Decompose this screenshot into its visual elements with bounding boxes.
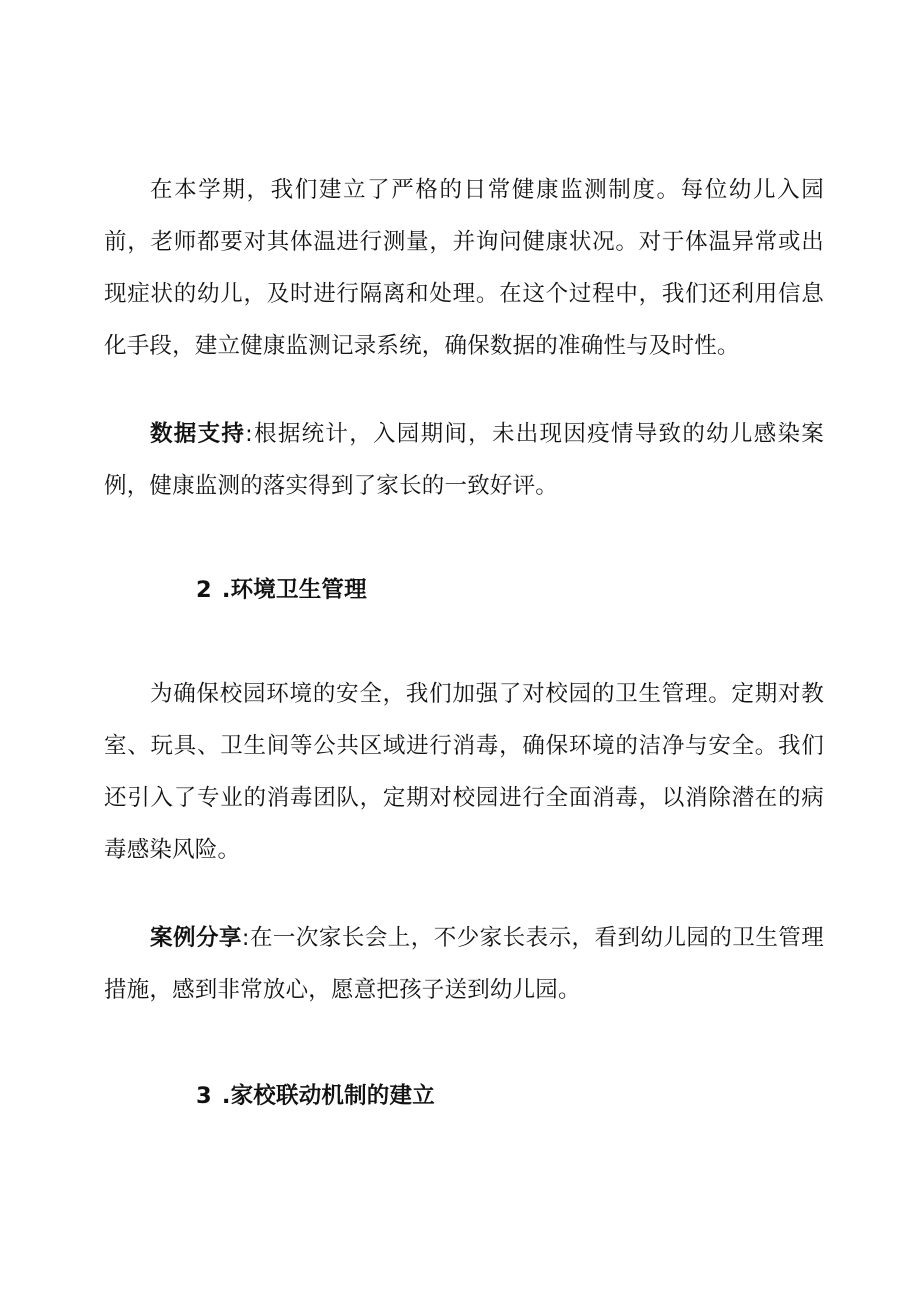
paragraph-health-monitoring: 在本学期，我们建立了严格的日常健康监测制度。每位幼儿入园前，老师都要对其体温进行测量，并询问健康状况。对于体温异常或出现症状的幼儿，及时进行隔离和处理。在这个过程中，我们还利用信息化手段，建立健康监测记录系统，确保数据的准确性与及时性。	[104, 177, 824, 359]
section-heading-home-school	[104, 1070, 824, 1122]
paragraph-environment-hygiene: 为确保校园环境的安全，我们加强了对校园的卫生管理。定期对教室、玩具、卫生间等公共区域进行消毒，确保环境的洁净与安全。我们还引入了专业的消毒团队，定期对校园进行全面消毒，以消除潜在的病毒感染风险。	[104, 681, 824, 863]
case-sharing-label: 案例分享	[150, 925, 242, 951]
case-sharing-text: :在一次家长会上，不少家长表示，看到幼儿园的卫生管理措施，感到非常放心，愿意把孩子送到幼儿园。	[104, 925, 824, 1003]
data-support-label: 数据支持	[150, 421, 246, 447]
section-title: .家校联动机制的建立	[221, 1083, 435, 1109]
section-number: 3	[196, 1083, 212, 1109]
section-number: 2	[196, 577, 212, 603]
paragraph-case-sharing	[104, 912, 824, 1016]
section-title: .环境卫生管理	[221, 577, 367, 603]
data-support-text: :根据统计，入园期间，未出现因疫情导致的幼儿感染案例，健康监测的落实得到了家长的一致好评。	[104, 421, 824, 499]
section-heading-environment	[104, 564, 824, 616]
paragraph-data-support	[104, 408, 824, 512]
